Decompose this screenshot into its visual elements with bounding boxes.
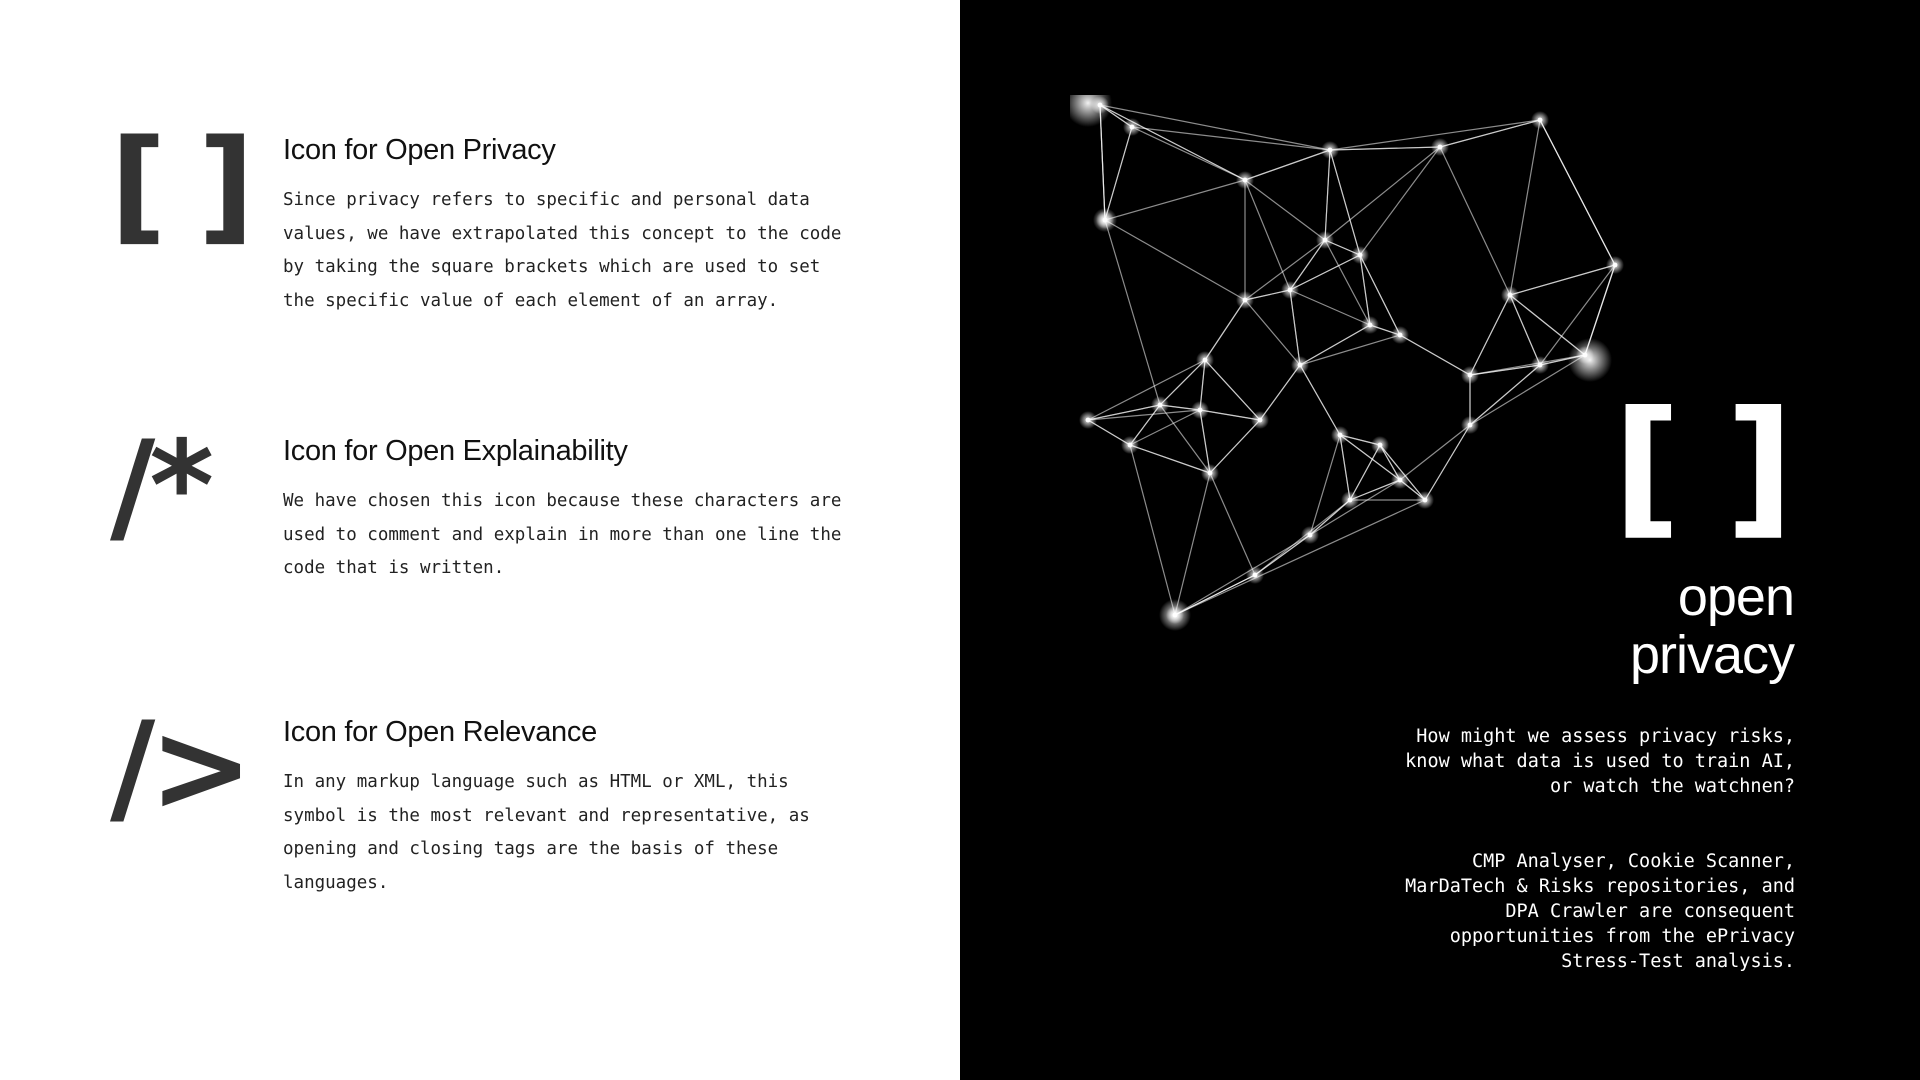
item-description: Since privacy refers to specific and personal data values, we have extrapolated this concept to the code by taking the square brackets which are used to set the specific value of each element of an array.	[283, 190, 842, 311]
item-description: We have chosen this icon because these characters are used to comment and explain in more than one line the code that is written.	[283, 491, 842, 578]
comment-slash-star-icon: /*	[110, 415, 209, 559]
item-description: In any markup language such as HTML or XML, this symbol is the most relevant and representative, as opening and closing tags are the basis of these languages.	[283, 772, 810, 893]
hero-title-line1: open	[1677, 567, 1794, 627]
hero-question: How might we assess privacy risks, know what data is used to train AI, or watch the watchnen?	[1405, 726, 1795, 797]
hero-tools: CMP Analyser, Cookie Scanner, MarDaTech & Risks repositories, and DPA Crawler are consequent opportunities from the ePrivacy Stress-Test analysis.	[1405, 851, 1795, 972]
item-title: Icon for Open Privacy	[283, 134, 556, 166]
closing-tag-icon: />	[110, 696, 248, 840]
item-title: Icon for Open Explainability	[283, 435, 628, 467]
network-graphic-icon	[1070, 95, 1650, 655]
item-title: Icon for Open Relevance	[283, 716, 597, 748]
open-privacy-bracket-icon: [ ]	[1612, 380, 1790, 554]
hero-title	[1630, 568, 1794, 684]
right-panel	[960, 0, 1920, 1080]
hero-title-line2: privacy	[1629, 625, 1794, 685]
square-brackets-icon: [ ]	[110, 114, 249, 258]
